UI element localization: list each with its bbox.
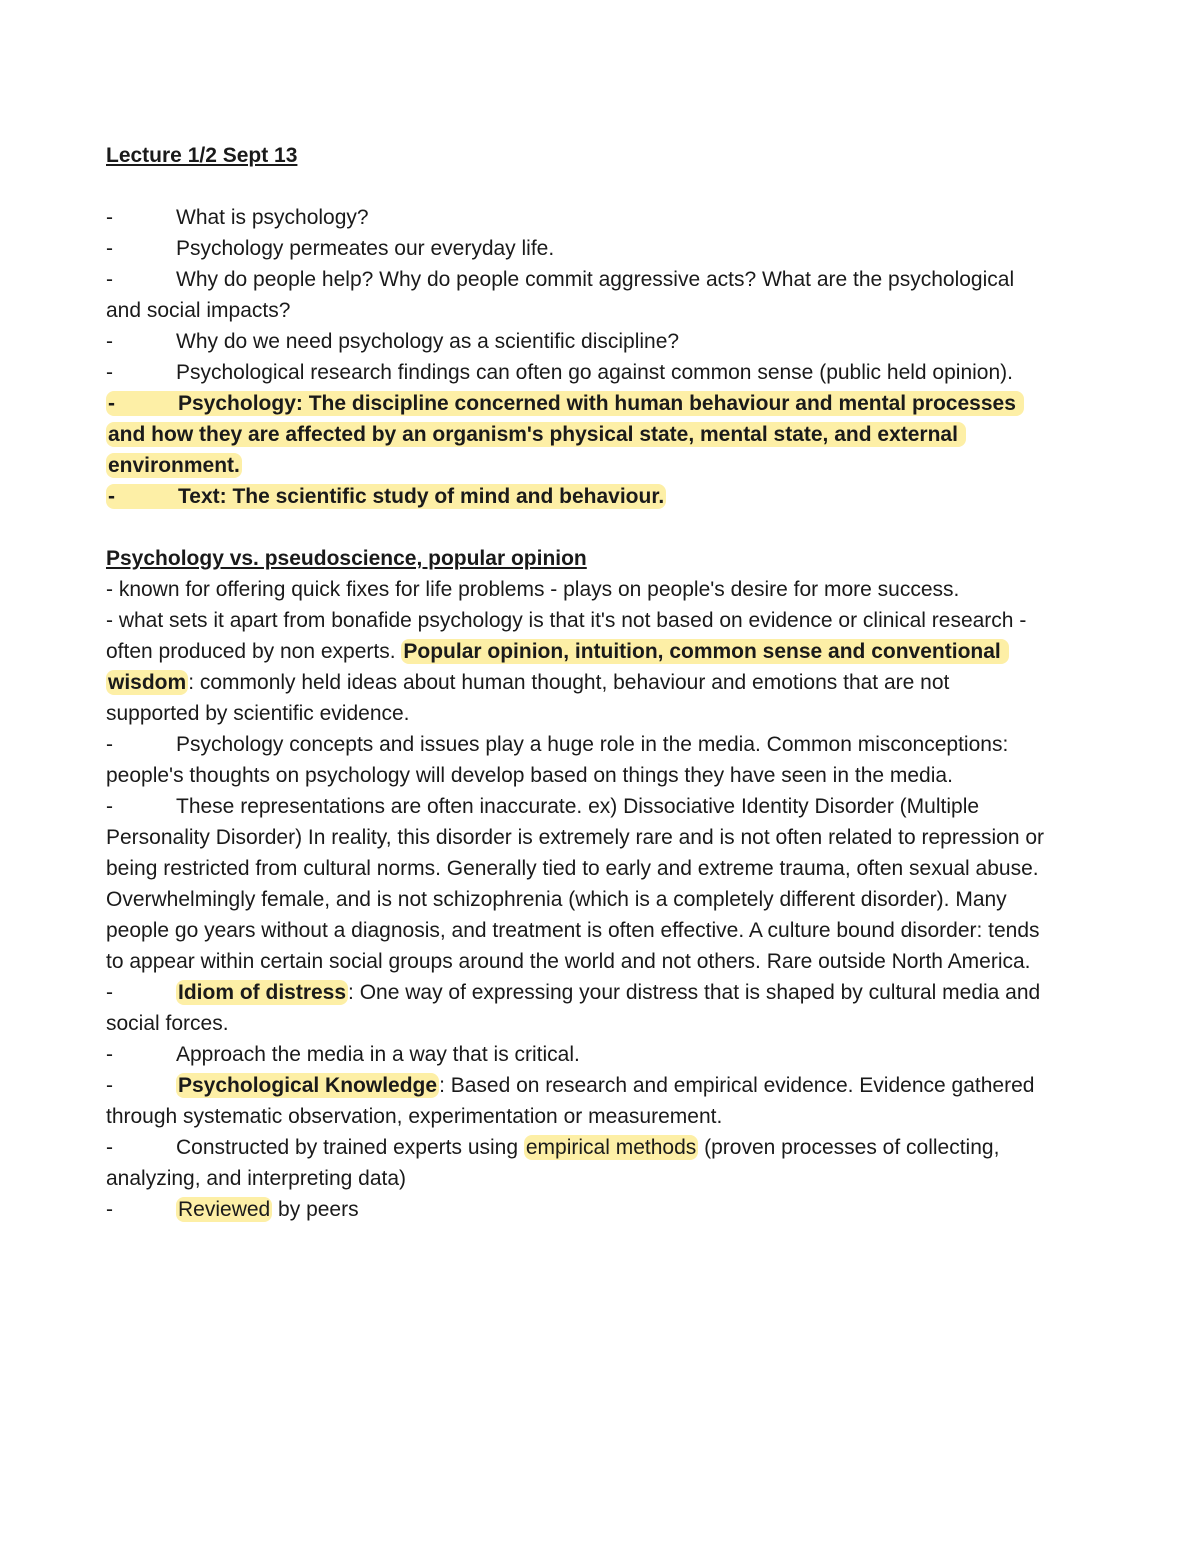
bullet-dash: - (106, 1136, 113, 1159)
bullet-text: What is psychology? (176, 206, 369, 229)
bullet-text: : Based on research and empirical evidence. Evidence gathered through systematic observation, experimentation or measurement. (106, 1074, 1041, 1128)
bullet-item (106, 1132, 1046, 1194)
bullet-dash: - (106, 206, 113, 229)
bullet-item (106, 1194, 1046, 1225)
paragraph-text: - what sets it apart from bonafide psychology is that it's not based on evidence or clinical research - often produced by non experts. (106, 609, 1033, 663)
bullet-text: Why do people help? Why do people commit aggressive acts? What are the psychological and social impacts? (106, 268, 1020, 322)
paragraph-text: : commonly held ideas about human thought, behaviour and emotions that are not supported by scientific evidence. (106, 671, 956, 725)
bullet-dash: - (106, 361, 113, 384)
highlighted-term: Reviewed (178, 1198, 271, 1221)
bullet-item (106, 233, 1046, 264)
highlighted-term: Psychological Knowledge (178, 1074, 438, 1097)
bullet-text: Why do we need psychology as a scientific discipline? (176, 330, 680, 353)
bullet-item (106, 1070, 1046, 1132)
bullet-dash: - (106, 237, 113, 260)
bullet-text: (proven processes of collecting, analyzing, and interpreting data) (106, 1136, 1006, 1190)
bullet-dash: - (106, 981, 113, 1004)
bullet-item-definition (106, 481, 1046, 512)
bullet-dash: - (106, 1198, 113, 1221)
bullet-item (106, 202, 1046, 233)
bullet-item (106, 977, 1046, 1039)
bullet-dash: - (106, 1074, 113, 1097)
bullet-dash: - (108, 392, 115, 415)
bullet-text: Psychological research findings can often go against common sense (public held opinion). (176, 361, 1013, 384)
bullet-item (106, 357, 1046, 388)
bullet-text: : One way of expressing your distress that is shaped by cultural media and social forces. (106, 981, 1047, 1035)
bullet-item (106, 326, 1046, 357)
definition-text: Text: The scientific study of mind and behaviour. (178, 485, 665, 508)
bullet-dash: - (106, 795, 113, 818)
definition-psychology: Psychology: The discipline concerned with human behaviour and mental processes and how they are affected by an organism's physical state, mental state, and external environment. (108, 392, 1022, 477)
bullet-item-definition (106, 388, 1046, 481)
bullet-dash: - (106, 1043, 113, 1066)
highlighted-term: Popular opinion, intuition, common sense and conventional wisdom (108, 640, 1007, 694)
document-body (106, 140, 1050, 1225)
bullet-dash: - (106, 330, 113, 353)
bullet-text: These representations are often inaccurate. ex) Dissociative Identity Disorder (Multiple Personality Disorder) In reality, this disorder is extremely rare and is not often related to repression or being restricted from cultural norms. Generally tied to early and extreme trauma, often sexual abuse. Overwhelmingly female, and is not schizophrenia (which is a completely different disorder). Many people go years without a diagnosis, and treatment is often effective. A culture bound disorder: tends to appear within certain social groups around the world and not others. Rare outside North America. (106, 795, 1050, 973)
lecture-title: Lecture 1/2 Sept 13 (106, 144, 298, 167)
bullet-item (106, 791, 1050, 977)
bullet-dash: - (106, 733, 113, 756)
bullet-item (106, 729, 1046, 791)
bullet-dash: - (108, 485, 115, 508)
paragraph: - known for offering quick fixes for life problems - plays on people's desire for more success. (106, 578, 960, 601)
paragraph (106, 605, 1046, 729)
bullet-text: by peers (272, 1198, 359, 1221)
section-heading: Psychology vs. pseudoscience, popular opinion (106, 547, 587, 570)
bullet-dash: - (106, 268, 113, 291)
bullet-item (106, 1039, 1046, 1070)
bullet-text: Psychology concepts and issues play a huge role in the media. Common misconceptions: people's thoughts on psychology will develop based on things they have seen in the media. (106, 733, 1015, 787)
bullet-item (106, 264, 1046, 326)
bullet-text: Constructed by trained experts using (176, 1136, 524, 1159)
highlighted-term: empirical methods (525, 1136, 697, 1159)
spacer (106, 512, 1046, 543)
bullet-text: Approach the media in a way that is critical. (176, 1043, 580, 1066)
highlighted-term: Idiom of distress (178, 981, 347, 1004)
spacer (106, 171, 1046, 202)
bullet-text: Psychology permeates our everyday life. (176, 237, 555, 260)
